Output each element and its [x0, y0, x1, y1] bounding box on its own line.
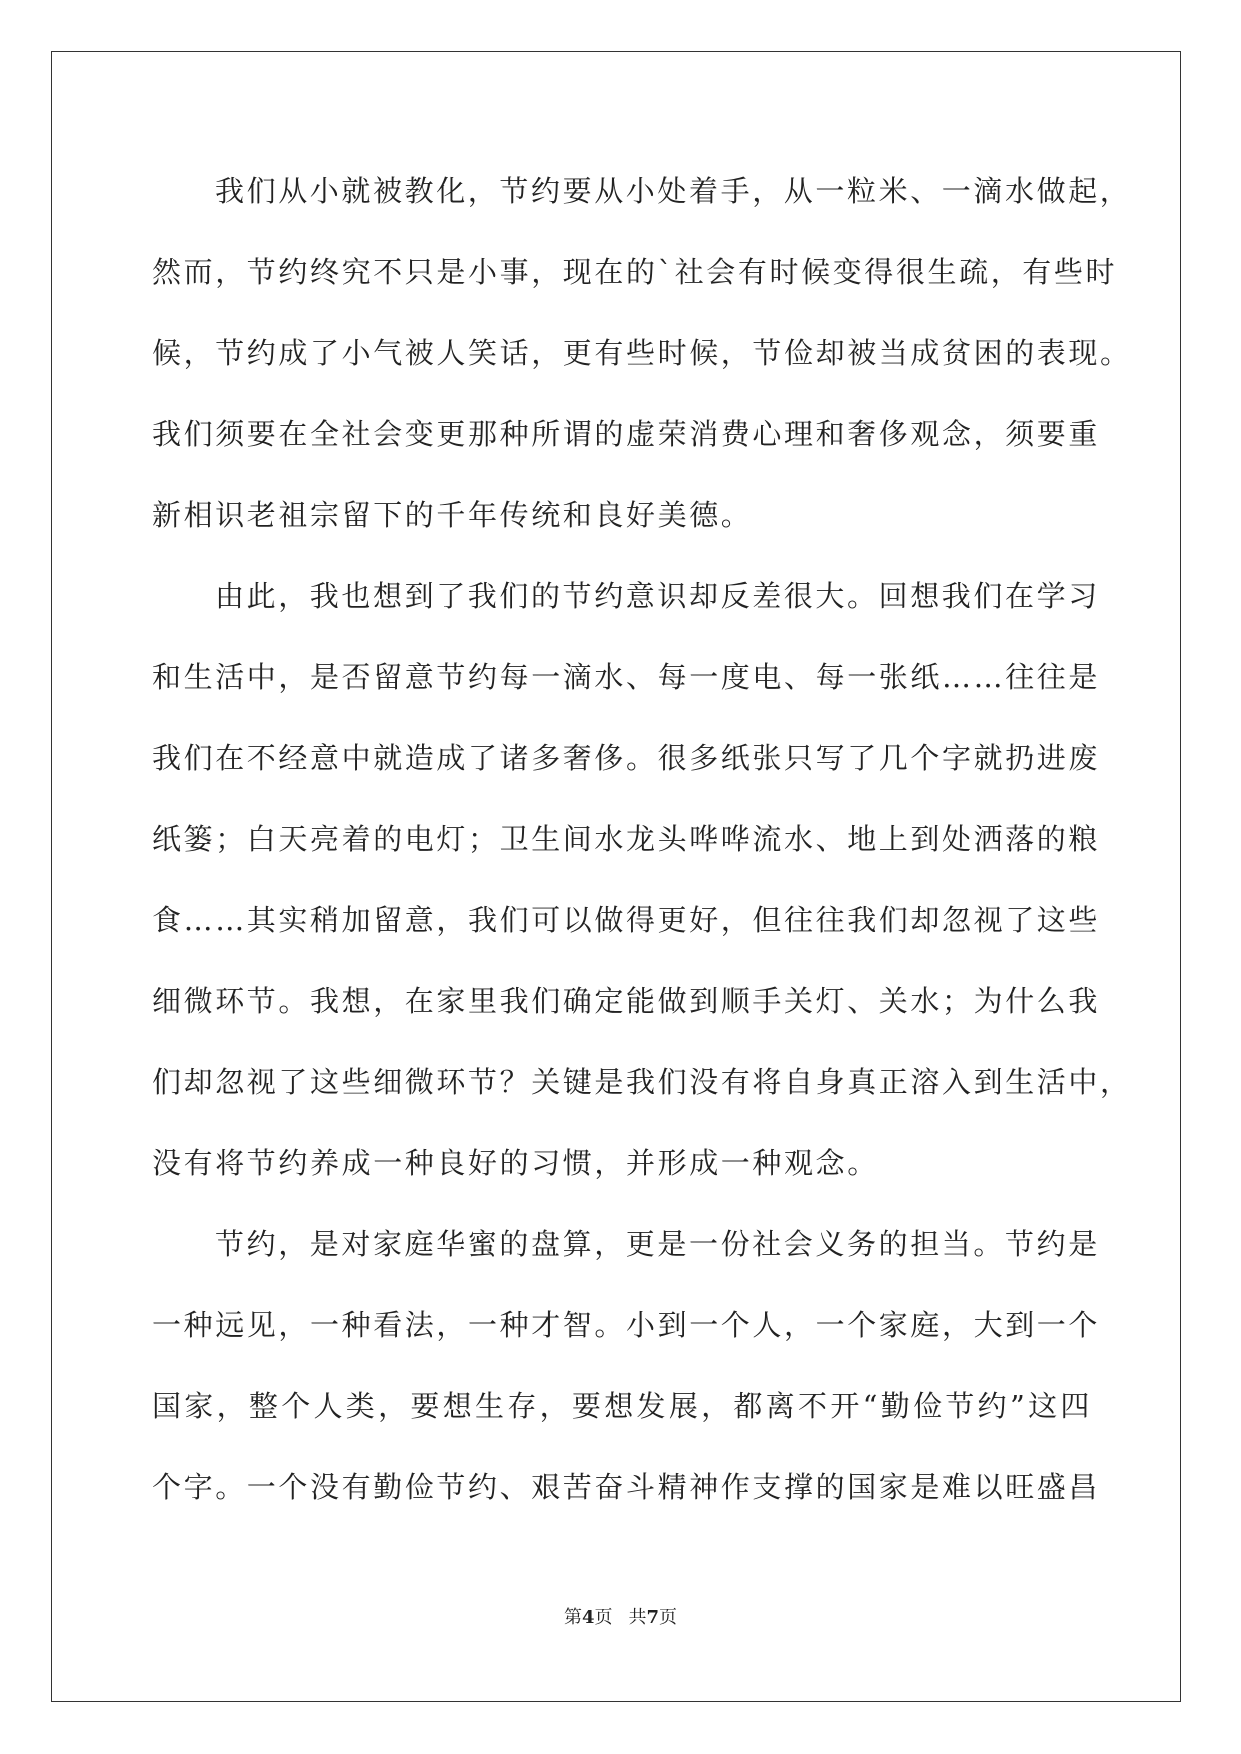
page-number-suffix: 页: [594, 1607, 613, 1628]
paragraph-3-line-3: 国家，整个人类，要想生存，要想发展，都离不开“勤俭节约”这四: [152, 1389, 1092, 1423]
paragraph-2-line-7: 们却忽视了这些细微环节？关键是我们没有将自身真正溶入到生活中，: [152, 1065, 1132, 1099]
paragraph-1-line-4: 我们须要在全社会变更那种所谓的虚荣消费心理和奢侈观念，须要重: [152, 417, 1101, 451]
paragraph-2-line-8: 没有将节约养成一种良好的习惯，并形成一种观念。: [152, 1146, 879, 1180]
page-border: [51, 51, 1181, 1702]
page-footer: [0, 1606, 1241, 1630]
paragraph-1-line-5: 新相识老祖宗留下的千年传统和良好美德。: [152, 498, 753, 532]
paragraph-2-line-5: 食……其实稍加留意，我们可以做得更好，但往往我们却忽视了这些: [152, 903, 1101, 937]
paragraph-1-line-2: 然而，节约终究不只是小事，现在的`社会有时候变得很生疏，有些时: [152, 255, 1118, 289]
page-number-prefix: 第: [563, 1607, 582, 1628]
paragraph-2-line-4: 纸篓；白天亮着的电灯；卫生间水龙头哗哗流水、地上到处洒落的粮: [152, 822, 1101, 856]
paragraph-2-line-2: 和生活中，是否留意节约每一滴水、每一度电、每一张纸……往往是: [152, 660, 1101, 694]
paragraph-2-line-6: 细微环节。我想，在家里我们确定能做到顺手关灯、关水；为什么我: [152, 984, 1101, 1018]
paragraph-3-line-4: 个字。一个没有勤俭节约、艰苦奋斗精神作支撑的国家是难以旺盛昌: [152, 1470, 1101, 1504]
paragraph-2-line-1: 由此，我也想到了我们的节约意识却反差很大。回想我们在学习: [215, 579, 1100, 613]
paragraph-2-line-3: 我们在不经意中就造成了诸多奢侈。很多纸张只写了几个字就扔进废: [152, 741, 1101, 775]
paragraph-1-line-1: 我们从小就被教化，节约要从小处着手，从一粒米、一滴水做起，: [215, 174, 1132, 208]
paragraph-3-line-2: 一种远见，一种看法，一种才智。小到一个人，一个家庭，大到一个: [152, 1308, 1101, 1342]
total-pages-count: 7: [646, 1607, 660, 1628]
paragraph-1-line-3: 候，节约成了小气被人笑话，更有些时候，节俭却被当成贫困的表现。: [152, 336, 1132, 370]
paragraph-3-line-1: 节约，是对家庭华蜜的盘算，更是一份社会义务的担当。节约是: [215, 1227, 1100, 1261]
page-number-current: 4: [581, 1607, 595, 1628]
total-pages-prefix: 共: [628, 1607, 647, 1628]
total-pages-suffix: 页: [659, 1607, 678, 1628]
